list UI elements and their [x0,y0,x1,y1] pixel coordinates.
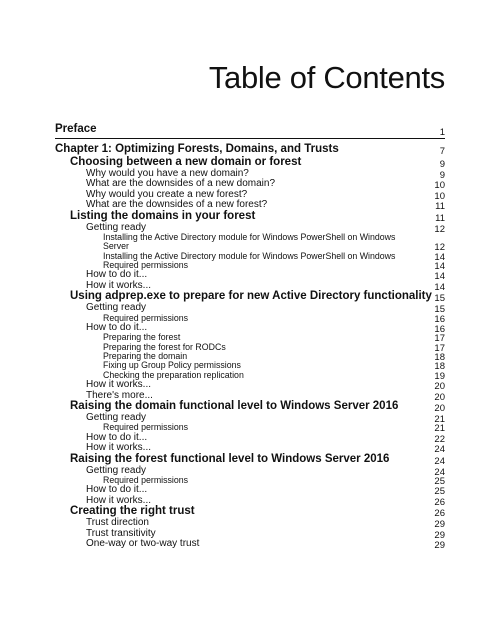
toc-entry-title: How to do it... [86,321,148,333]
toc-entry-page-number: 15 [434,304,445,316]
toc-subsection-entry[interactable] [55,199,445,213]
toc-entry-title: Why would you create a new forest? [86,188,248,200]
toc-entry-page-number: 10 [434,190,445,202]
toc-entry-title: Getting ready [86,302,147,314]
toc-entry-title: Preparing the forest for RODCs [103,341,226,352]
toc-entry-title: Required permissions [103,312,189,323]
toc-chapter-entry[interactable] [55,124,445,139]
toc-entry-title: How to do it... [86,484,148,496]
toc-entry-title: Installing the Active Directory module for Windows PowerShell on Windows [103,250,396,261]
toc-subsection-entry[interactable] [55,302,445,316]
toc-entry-page-number: 10 [434,180,445,192]
toc-entry-page-number: 11 [435,212,445,224]
toc-entry-page-number: 18 [434,352,445,364]
toc-section-entry[interactable] [55,454,445,466]
toc-entry-page-number: 12 [434,223,445,235]
toc-entry-title: Required permissions [103,259,189,270]
toc-entry-title: Installing the Active Directory module for Windows PowerShell on Windows Server [103,231,396,252]
toc-entry-title: Preparing the forest [103,332,181,343]
toc-entry-page-number: 1 [439,127,445,138]
toc-entry-page-number: 17 [434,333,445,345]
toc-entry-title: Chapter 1: Optimizing Forests, Domains, and Trusts [55,143,339,155]
toc-entry-page-number: 25 [434,486,445,498]
toc-entry-title: Trust direction [86,517,149,529]
toc-entry-page-number: 21 [434,423,445,435]
toc-entry-title: Preface [55,123,97,135]
toc-entry-page-number: 29 [434,519,445,531]
page-title: Table of Contents [208,60,445,95]
toc-entry-title: Using adprep.exe to prepare for new Active Directory functionality [70,290,432,303]
toc-entry-page-number: 16 [434,323,445,335]
toc-entry-page-number: 25 [434,475,445,487]
toc-entry-title: Getting ready [86,221,147,233]
toc-entry-title: Why would you have a new domain? [86,168,249,179]
toc-entry-page-number: 12 [434,241,445,253]
toc-entry-page-number: 21 [434,414,445,426]
toc-entry-page-number: 29 [434,529,445,541]
toc-entry-title: Choosing between a new domain or forest [70,156,302,168]
toc-subsection-entry[interactable] [55,539,445,549]
toc-entry-title: How to do it... [86,431,148,443]
toc-entry-page-number: 24 [434,455,445,467]
toc-entry-page-number: 9 [439,159,445,170]
toc-entry-title: How it works... [86,379,152,391]
toc-list [55,124,445,549]
toc-entry-title: How it works... [86,279,152,291]
toc-entry-page-number: 17 [434,342,445,354]
toc-entry-title: Preparing the domain [103,351,188,362]
toc-entry-page-number: 20 [434,403,445,415]
toc-entry-title: Raising the domain functional level to Windows Server 2016 [70,400,399,413]
toc-entry-title: Trust transitivity [86,527,156,539]
toc-entry-page-number: 14 [434,281,445,293]
toc-entry-title: There's more... [86,389,153,401]
toc-entry-title: How it works... [86,494,152,506]
toc-entry-title: What are the downsides of a new forest? [86,199,268,211]
toc-entry-page-number: 20 [434,391,445,403]
toc-entry-title: Required permissions [103,422,189,433]
toc-entry-title: How to do it... [86,269,148,281]
toc-entry-title: Raising the forest functional level to Windows Server 2016 [70,452,390,465]
toc-section-entry[interactable] [55,211,445,223]
toc-entry-title: How it works... [86,442,152,454]
toc-entry-title: Fixing up Group Policy permissions [103,360,241,371]
toc-entry-title: Checking the preparation replication [103,369,244,380]
toc-entry-page-number: 11 [435,201,445,213]
toc-entry-page-number: 14 [434,260,445,272]
toc-entry-page-number: 24 [434,444,445,456]
toc-entry-title: Creating the right trust [70,505,195,518]
toc-subsection-entry[interactable] [55,517,445,531]
toc-entry-page-number: 24 [434,466,445,478]
toc-entry-title: Getting ready [86,412,147,424]
toc-entry-title: One-way or two-way trust [86,537,200,549]
toc-entry-page-number: 26 [434,508,445,520]
toc-entry-page-number: 9 [439,170,445,181]
toc-entry-title: Listing the domains in your forest [70,209,256,222]
toc-entry-page-number: 14 [434,251,445,263]
toc-entry-title: Getting ready [86,464,147,476]
toc-entry-page-number: 19 [434,370,445,382]
toc-entry-page-number: 26 [434,496,445,508]
toc-entry-page-number: 20 [434,381,445,393]
toc-entry-page-number: 22 [434,433,445,445]
toc-entry-page-number: 15 [434,293,445,305]
toc-entry-page-number: 7 [439,146,445,157]
toc-entry-title: What are the downsides of a new domain? [86,178,275,190]
toc-entry-page-number: 16 [434,313,445,325]
toc-entry-page-number: 18 [434,361,445,373]
toc-subsection-entry[interactable] [55,233,445,252]
toc-entry-page-number: 29 [434,539,445,551]
toc-entry-title: Required permissions [103,474,189,485]
toc-entry-page-number: 14 [434,271,445,283]
